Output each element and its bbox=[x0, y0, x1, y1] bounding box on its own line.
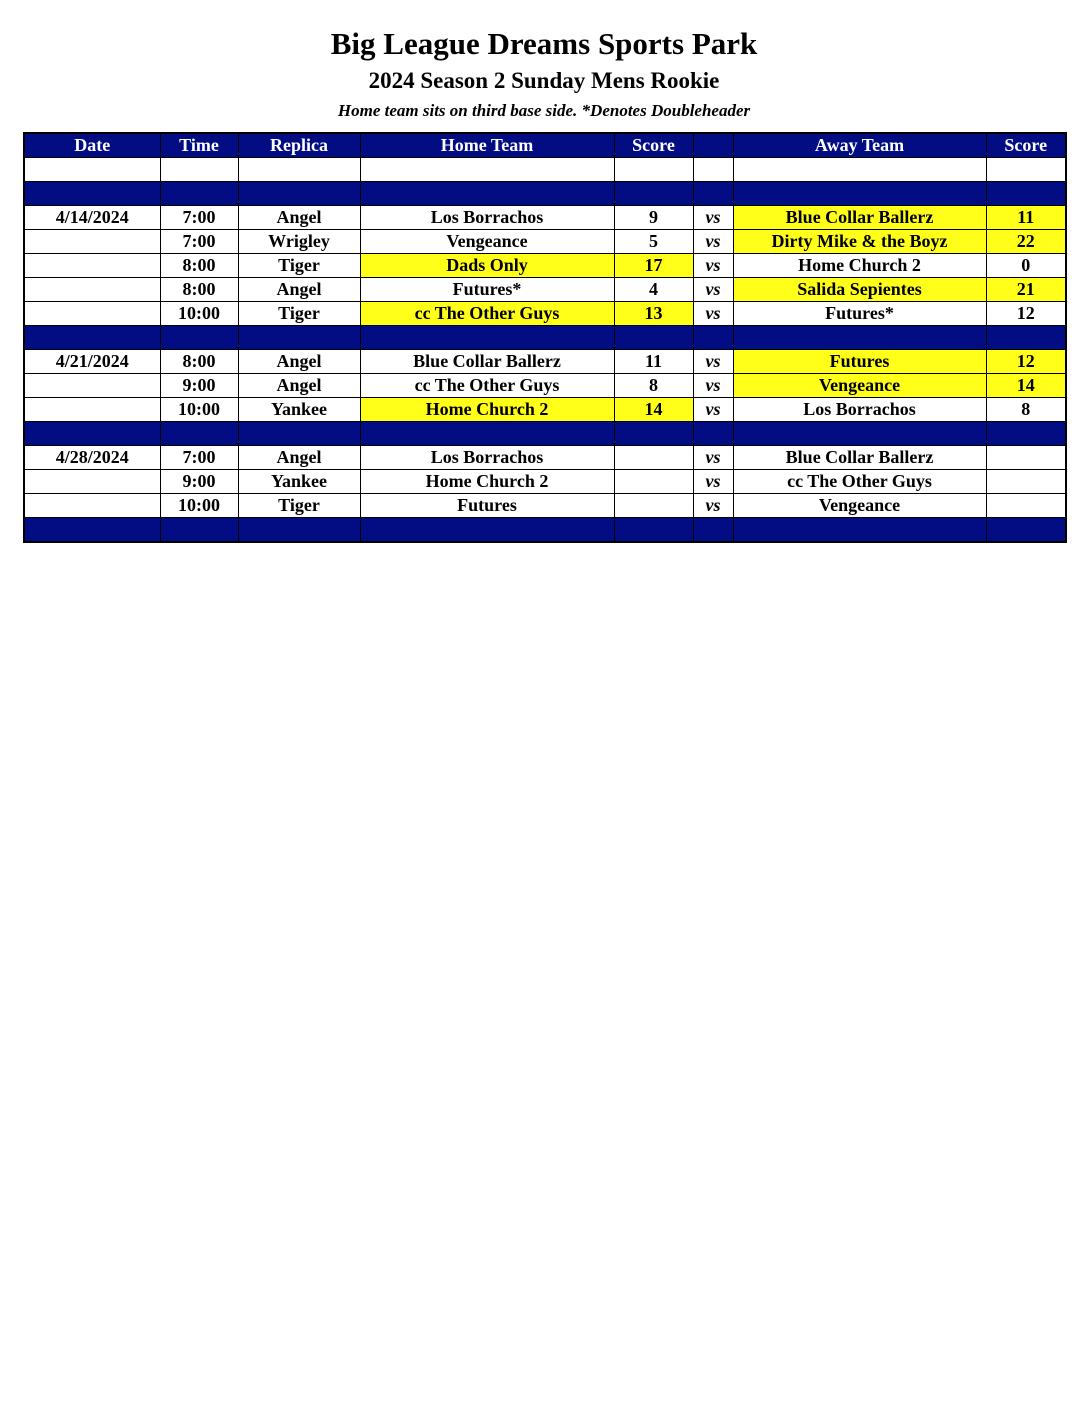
band-cell bbox=[693, 518, 733, 543]
band-cell bbox=[614, 326, 693, 350]
schedule-note: Home team sits on third base side. *Denotes Doubleheader bbox=[337, 101, 751, 120]
page-subtitle: 2024 Season 2 Sunday Mens Rookie bbox=[368, 68, 720, 93]
home-score-cell bbox=[614, 494, 693, 518]
vs-cell: vs bbox=[693, 278, 733, 302]
away-score-cell: 21 bbox=[986, 278, 1066, 302]
band-cell bbox=[986, 326, 1066, 350]
band-cell bbox=[693, 422, 733, 446]
game-row bbox=[24, 494, 1066, 518]
page-header bbox=[0, 26, 1088, 122]
band-cell bbox=[360, 518, 614, 543]
band-cell bbox=[614, 518, 693, 543]
empty-cell bbox=[693, 158, 733, 182]
away-team-cell: Salida Sepientes bbox=[733, 278, 986, 302]
away-team-cell: Home Church 2 bbox=[733, 254, 986, 278]
game-row bbox=[24, 254, 1066, 278]
time-cell: 9:00 bbox=[160, 470, 238, 494]
time-cell: 8:00 bbox=[160, 278, 238, 302]
band-cell bbox=[160, 182, 238, 206]
home-team-cell: Blue Collar Ballerz bbox=[360, 350, 614, 374]
page-title: Big League Dreams Sports Park bbox=[330, 26, 758, 61]
date-cell bbox=[24, 254, 160, 278]
time-cell: 7:00 bbox=[160, 206, 238, 230]
away-score-cell: 22 bbox=[986, 230, 1066, 254]
col-header-date: Date bbox=[24, 133, 160, 158]
band-cell bbox=[614, 422, 693, 446]
home-score-cell: 9 bbox=[614, 206, 693, 230]
col-header-away-score: Score bbox=[986, 133, 1066, 158]
band-cell bbox=[160, 518, 238, 543]
col-header-home-score: Score bbox=[614, 133, 693, 158]
replica-cell: Wrigley bbox=[238, 230, 360, 254]
time-cell: 10:00 bbox=[160, 302, 238, 326]
game-row bbox=[24, 206, 1066, 230]
band-cell bbox=[360, 182, 614, 206]
vs-cell: vs bbox=[693, 254, 733, 278]
vs-cell: vs bbox=[693, 398, 733, 422]
date-cell bbox=[24, 494, 160, 518]
replica-cell: Angel bbox=[238, 374, 360, 398]
date-cell bbox=[24, 302, 160, 326]
away-team-cell: Blue Collar Ballerz bbox=[733, 206, 986, 230]
time-cell: 8:00 bbox=[160, 350, 238, 374]
band-cell bbox=[733, 182, 986, 206]
home-score-cell: 11 bbox=[614, 350, 693, 374]
vs-cell: vs bbox=[693, 374, 733, 398]
away-team-cell: Futures bbox=[733, 350, 986, 374]
replica-cell: Yankee bbox=[238, 470, 360, 494]
band-cell bbox=[360, 422, 614, 446]
home-team-cell: Futures* bbox=[360, 278, 614, 302]
empty-cell bbox=[614, 158, 693, 182]
time-cell: 7:00 bbox=[160, 446, 238, 470]
home-score-cell bbox=[614, 446, 693, 470]
band-cell bbox=[733, 326, 986, 350]
time-cell: 10:00 bbox=[160, 398, 238, 422]
game-row bbox=[24, 278, 1066, 302]
date-cell: 4/14/2024 bbox=[24, 206, 160, 230]
band-cell bbox=[238, 182, 360, 206]
home-team-cell: Los Borrachos bbox=[360, 446, 614, 470]
vs-cell: vs bbox=[693, 230, 733, 254]
away-team-cell: Los Borrachos bbox=[733, 398, 986, 422]
band-cell bbox=[733, 518, 986, 543]
home-team-cell: Futures bbox=[360, 494, 614, 518]
vs-cell: vs bbox=[693, 470, 733, 494]
empty-row bbox=[24, 158, 1066, 182]
date-cell bbox=[24, 230, 160, 254]
game-row bbox=[24, 374, 1066, 398]
separator-band-row bbox=[24, 326, 1066, 350]
away-team-cell: Blue Collar Ballerz bbox=[733, 446, 986, 470]
vs-cell: vs bbox=[693, 494, 733, 518]
away-score-cell bbox=[986, 446, 1066, 470]
game-row bbox=[24, 302, 1066, 326]
home-team-cell: cc The Other Guys bbox=[360, 302, 614, 326]
home-team-cell: Home Church 2 bbox=[360, 470, 614, 494]
vs-cell: vs bbox=[693, 350, 733, 374]
home-score-cell: 4 bbox=[614, 278, 693, 302]
home-score-cell: 14 bbox=[614, 398, 693, 422]
band-cell bbox=[160, 422, 238, 446]
band-cell bbox=[693, 182, 733, 206]
header-row bbox=[24, 133, 1066, 158]
band-cell bbox=[986, 422, 1066, 446]
away-score-cell: 0 bbox=[986, 254, 1066, 278]
replica-cell: Angel bbox=[238, 278, 360, 302]
away-score-cell: 14 bbox=[986, 374, 1066, 398]
home-score-cell bbox=[614, 470, 693, 494]
away-team-cell: Futures* bbox=[733, 302, 986, 326]
away-team-cell: Vengeance bbox=[733, 494, 986, 518]
away-score-cell: 12 bbox=[986, 302, 1066, 326]
empty-cell bbox=[733, 158, 986, 182]
empty-cell bbox=[238, 158, 360, 182]
game-row bbox=[24, 230, 1066, 254]
away-team-cell: Dirty Mike & the Boyz bbox=[733, 230, 986, 254]
time-cell: 10:00 bbox=[160, 494, 238, 518]
home-team-cell: cc The Other Guys bbox=[360, 374, 614, 398]
away-team-cell: Vengeance bbox=[733, 374, 986, 398]
time-cell: 7:00 bbox=[160, 230, 238, 254]
game-row bbox=[24, 446, 1066, 470]
game-row bbox=[24, 398, 1066, 422]
home-score-cell: 17 bbox=[614, 254, 693, 278]
home-team-cell: Dads Only bbox=[360, 254, 614, 278]
band-cell bbox=[614, 182, 693, 206]
vs-cell: vs bbox=[693, 446, 733, 470]
date-cell bbox=[24, 374, 160, 398]
col-header-replica: Replica bbox=[238, 133, 360, 158]
time-cell: 9:00 bbox=[160, 374, 238, 398]
date-cell: 4/28/2024 bbox=[24, 446, 160, 470]
replica-cell: Yankee bbox=[238, 398, 360, 422]
vs-cell: vs bbox=[693, 206, 733, 230]
schedule-body bbox=[24, 158, 1066, 543]
band-cell bbox=[24, 518, 160, 543]
replica-cell: Tiger bbox=[238, 302, 360, 326]
home-score-cell: 5 bbox=[614, 230, 693, 254]
home-team-cell: Home Church 2 bbox=[360, 398, 614, 422]
col-header-time: Time bbox=[160, 133, 238, 158]
away-score-cell: 11 bbox=[986, 206, 1066, 230]
band-cell bbox=[24, 182, 160, 206]
game-row bbox=[24, 350, 1066, 374]
replica-cell: Tiger bbox=[238, 254, 360, 278]
col-header-home-team: Home Team bbox=[360, 133, 614, 158]
band-cell bbox=[733, 422, 986, 446]
band-cell bbox=[160, 326, 238, 350]
away-score-cell bbox=[986, 494, 1066, 518]
date-cell bbox=[24, 398, 160, 422]
separator-band-row bbox=[24, 422, 1066, 446]
home-score-cell: 13 bbox=[614, 302, 693, 326]
col-header-vs bbox=[693, 133, 733, 158]
empty-cell bbox=[160, 158, 238, 182]
time-cell: 8:00 bbox=[160, 254, 238, 278]
home-team-cell: Vengeance bbox=[360, 230, 614, 254]
vs-cell: vs bbox=[693, 302, 733, 326]
schedule-table bbox=[23, 132, 1067, 543]
replica-cell: Tiger bbox=[238, 494, 360, 518]
band-cell bbox=[238, 326, 360, 350]
separator-band-row bbox=[24, 518, 1066, 543]
date-cell bbox=[24, 470, 160, 494]
away-score-cell: 12 bbox=[986, 350, 1066, 374]
band-cell bbox=[693, 326, 733, 350]
replica-cell: Angel bbox=[238, 350, 360, 374]
home-score-cell: 8 bbox=[614, 374, 693, 398]
game-row bbox=[24, 470, 1066, 494]
away-team-cell: cc The Other Guys bbox=[733, 470, 986, 494]
empty-cell bbox=[986, 158, 1066, 182]
empty-cell bbox=[24, 158, 160, 182]
band-cell bbox=[986, 518, 1066, 543]
date-cell bbox=[24, 278, 160, 302]
band-cell bbox=[238, 422, 360, 446]
home-team-cell: Los Borrachos bbox=[360, 206, 614, 230]
replica-cell: Angel bbox=[238, 446, 360, 470]
band-cell bbox=[24, 326, 160, 350]
col-header-away-team: Away Team bbox=[733, 133, 986, 158]
band-cell bbox=[986, 182, 1066, 206]
away-score-cell bbox=[986, 470, 1066, 494]
separator-band-row bbox=[24, 182, 1066, 206]
date-cell: 4/21/2024 bbox=[24, 350, 160, 374]
band-cell bbox=[360, 326, 614, 350]
replica-cell: Angel bbox=[238, 206, 360, 230]
band-cell bbox=[238, 518, 360, 543]
band-cell bbox=[24, 422, 160, 446]
away-score-cell: 8 bbox=[986, 398, 1066, 422]
empty-cell bbox=[360, 158, 614, 182]
